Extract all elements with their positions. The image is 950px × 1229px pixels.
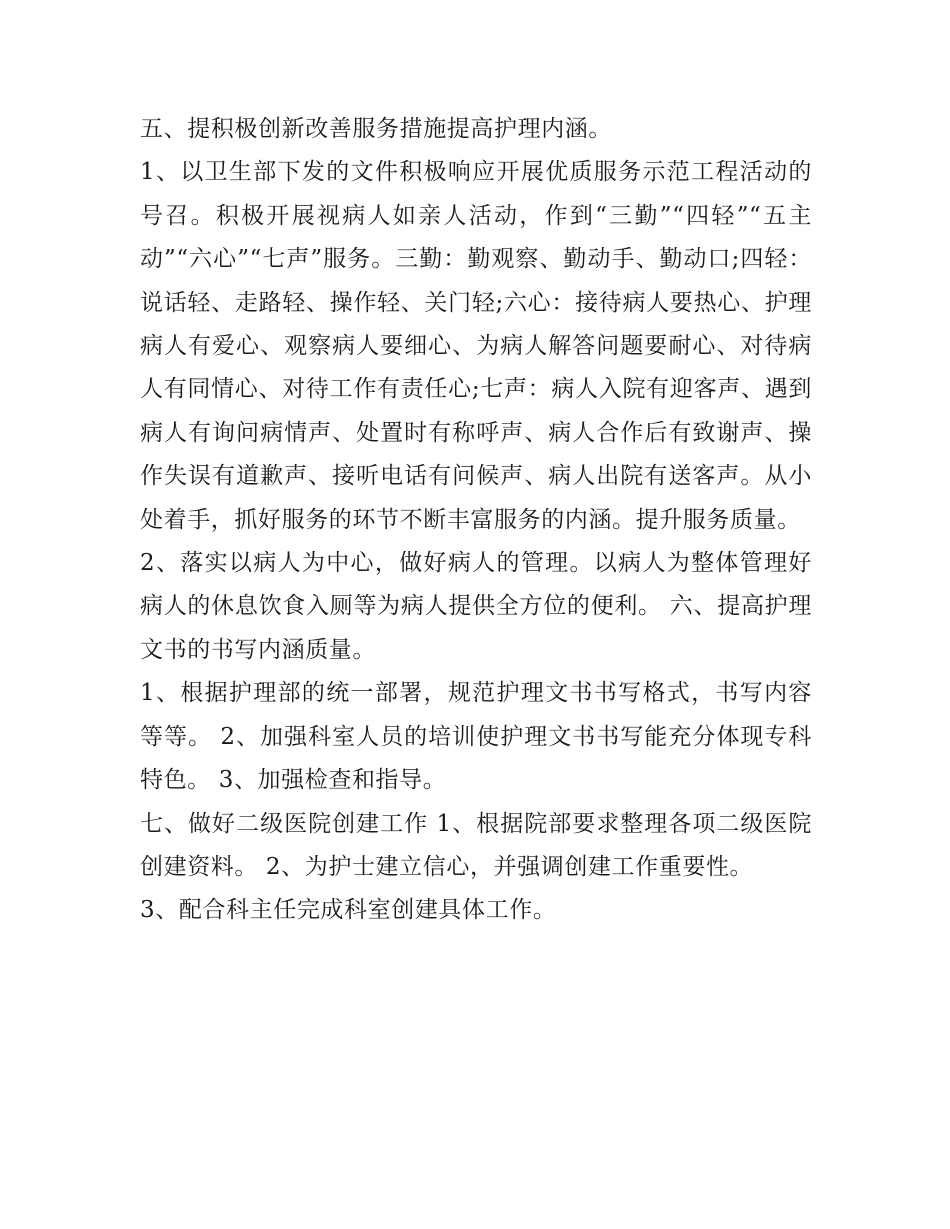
paragraph-department-creation: 3、配合科主任完成科室创建具体工作。 [140,897,557,924]
paragraph-patient-centered: 2、落实以病人为中心，做好病人的管理。以病人为整体管理好病人的休息饮食入厕等为病人提供全方位的便利。 六、提高护理文书的书写内涵质量。 [140,550,812,663]
document-body [140,108,812,933]
paragraph-service-demonstration: 1、以卫生部下发的文件积极响应开展优质服务示范工程活动的号召。积极开展视病人如亲人活动，作到“三勤”“四轻”“五主动”“六心”“七声”服务。三勤：勤观察、勤动手、勤动口;四轻：说话轻、走路轻、操作轻、关门轻;六心：接待病人要热心、护理病人有爱心、观察病人要细心、为病人解答问题要耐心、对待病人有同情心、对待工作有责任心;七声：病人入院有迎客声、遇到病人有询问病情声、处置时有称呼声、病人合作后有致谢声、操作失误有道歉声、接听电话有问候声、病人出院有送客声。从小处着手，抓好服务的环节不断丰富服务的内涵。提升服务质量。 [140,159,812,533]
paragraph-nursing-documents: 1、根据护理部的统一部署，规范护理文书书写格式，书写内容等等。 2、加强科室人员的培训使护理文书书写能充分体现专科特色。 3、加强检查和指导。 [140,680,812,794]
section-heading-five: 五、提积极创新改善服务措施提高护理内涵。 [140,116,612,142]
section-heading-seven: 七、做好二级医院创建工作 1、根据院部要求整理各项二级医院创建资料。 2、为护士建立信心，并强调创建工作重要性。 [140,810,812,880]
